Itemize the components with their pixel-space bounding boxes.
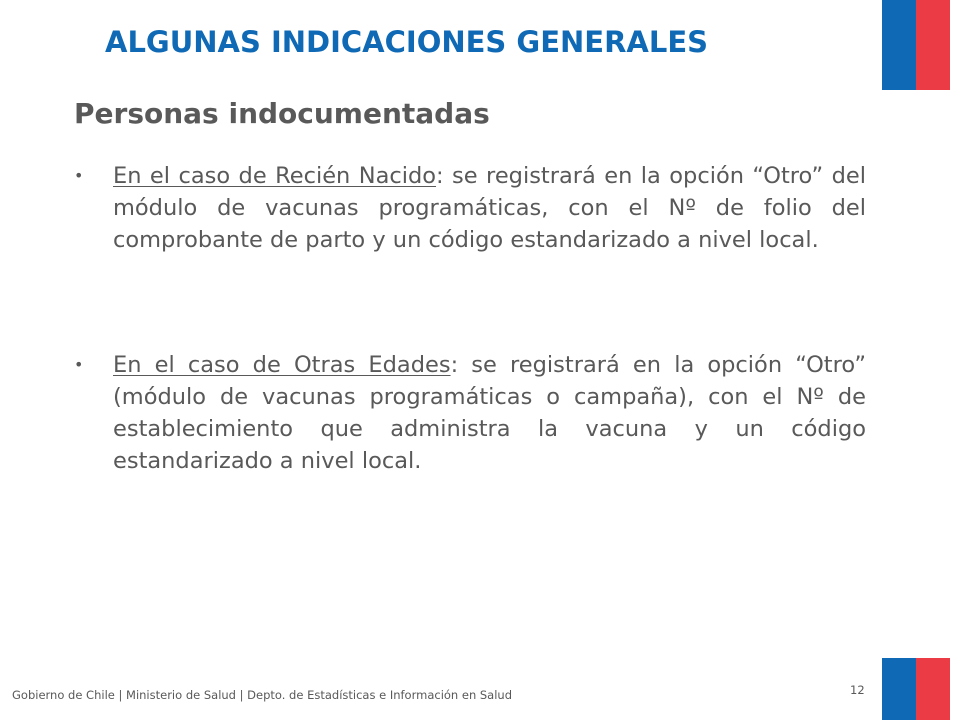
bullet-item-recien-nacido <box>74 160 866 256</box>
flag-red-stripe <box>916 0 950 90</box>
bullet-lead-otras-edades: En el caso de Otras Edades <box>113 352 451 378</box>
flag-logo-top <box>882 0 950 90</box>
slide-subtitle: Personas indocumentadas <box>74 97 490 130</box>
bullet-marker: • <box>74 355 84 374</box>
bullet-text-otras-edades: : se registrará en la opción “Otro” (módulo de vacunas programáticas o campaña), con el Nº de establecimiento que administra la vacuna y un código estandarizado a nivel local. <box>113 352 867 474</box>
bullet-list <box>74 160 866 477</box>
footer-text: Gobierno de Chile | Ministerio de Salud | Depto. de Estadísticas e Información en Salud <box>12 688 513 702</box>
flag-blue-stripe <box>882 658 916 720</box>
flag-blue-stripe <box>882 0 916 90</box>
bullet-item-otras-edades <box>74 349 866 477</box>
flag-logo-bottom <box>882 658 950 720</box>
slide-title: ALGUNAS INDICACIONES GENERALES <box>105 25 709 59</box>
bullet-text-recien-nacido: : se registrará en la opción “Otro” del módulo de vacunas programáticas, con el Nº de folio del comprobante de parto y un código estandarizado a nivel local. <box>113 163 866 253</box>
bullet-marker: • <box>74 166 84 185</box>
flag-red-stripe <box>916 658 950 720</box>
page-number: 12 <box>850 683 865 697</box>
bullet-lead-recien-nacido: En el caso de Recién Nacido <box>113 163 437 189</box>
